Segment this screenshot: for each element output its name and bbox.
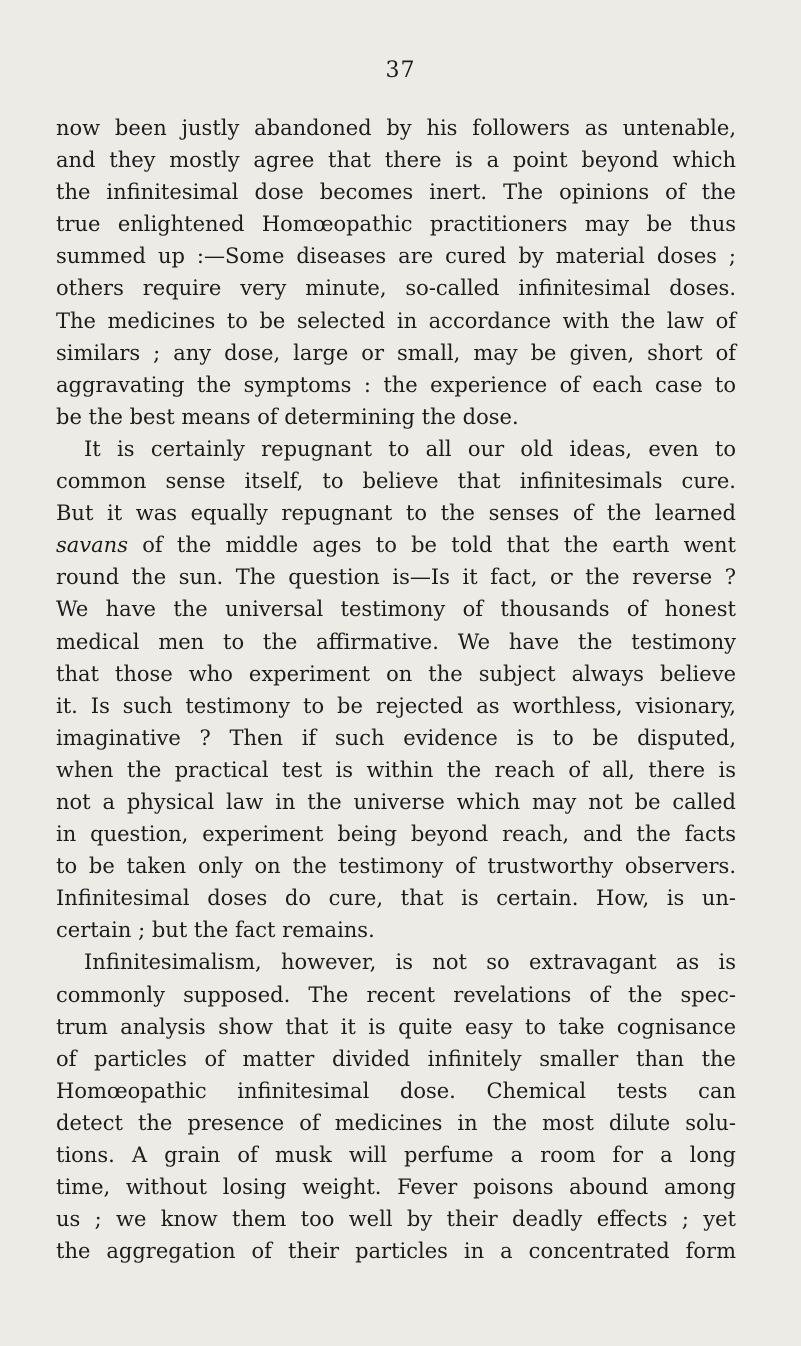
text-line-35: us ; we know them too well by their deadly effects ; yet: [56, 1207, 736, 1232]
text-line-3: the infinitesimal dose becomes inert. The opinions of the: [56, 180, 736, 205]
text-line-29: trum analysis show that it is quite easy to take cognisance: [56, 1014, 736, 1039]
text-line-21: when the practical test is within the reach of all, there is: [56, 757, 736, 782]
text-line-6: others require very minute, so-called infinitesimal doses.: [56, 276, 736, 301]
text-line-19: it. Is such testimony to be rejected as worthless, visionary,: [56, 693, 736, 718]
text-line-9: aggravating the symptoms : the experience of each case to: [56, 372, 736, 397]
text-line-1: now been justly abandoned by his followers as untenable,: [56, 116, 736, 140]
text-line-10: be the best means of determining the dose.: [56, 404, 519, 429]
text-line-34: time, without losing weight. Fever poisons abound among: [56, 1175, 736, 1200]
text-line-2: and they mostly agree that there is a point beyond which: [56, 148, 736, 173]
text-line-14-rest: of the middle ages to be told that the earth went: [142, 533, 736, 558]
text-line-23: in question, experiment being beyond reach, and the facts: [56, 822, 736, 847]
text-line-33: tions. A grain of musk will perfume a room for a long: [56, 1143, 736, 1167]
text-line-16: We have the universal testimony of thousands of honest: [56, 597, 736, 622]
text-line-31: Homœopathic infinitesimal dose. Chemical tests can: [56, 1078, 736, 1103]
text-line-12: common sense itself, to believe that infinitesimals cure.: [56, 469, 736, 494]
text-line-13: But it was equally repugnant to the senses of the learned: [56, 501, 736, 526]
text-line-15: round the sun. The question is—Is it fact, or the reverse ?: [56, 565, 736, 590]
text-line-26: certain ; but the fact remains.: [56, 918, 375, 943]
body-text: [56, 112, 736, 1267]
text-line-32: detect the presence of medicines in the most dilute solu-: [56, 1110, 736, 1135]
italic-savans: savans: [56, 533, 128, 558]
text-line-14: [56, 529, 736, 561]
text-line-5: summed up :—Some diseases are cured by material doses ;: [56, 244, 736, 269]
text-line-4: true enlightened Homœopathic practitioners may be thus: [56, 212, 736, 237]
text-line-20: imaginative ? Then if such evidence is to be disputed,: [56, 725, 736, 750]
page-number: 37: [385, 58, 416, 83]
text-line-30: of particles of matter divided infinitely smaller than the: [56, 1046, 736, 1071]
text-line-25: Infinitesimal doses do cure, that is certain. How, is un-: [56, 886, 736, 911]
text-line-36: the aggregation of their particles in a concentrated form: [56, 1239, 736, 1264]
text-line-11: It is certainly repugnant to all our old ideas, even to: [84, 436, 736, 461]
text-line-28: commonly supposed. The recent revelations of the spec-: [56, 982, 736, 1007]
text-line-17: medical men to the affirmative. We have the testimony: [56, 629, 736, 654]
text-line-24: to be taken only on the testimony of trustworthy observers.: [56, 854, 736, 879]
text-line-22: not a physical law in the universe which may not be called: [56, 789, 736, 814]
text-line-18: that those who experiment on the subject always believe: [56, 661, 736, 686]
text-line-7: The medicines to be selected in accordance with the law of: [56, 308, 736, 333]
text-line-27: Infinitesimalism, however, is not so extravagant as is: [84, 950, 736, 975]
text-line-8: similars ; any dose, large or small, may be given, short of: [56, 340, 736, 365]
